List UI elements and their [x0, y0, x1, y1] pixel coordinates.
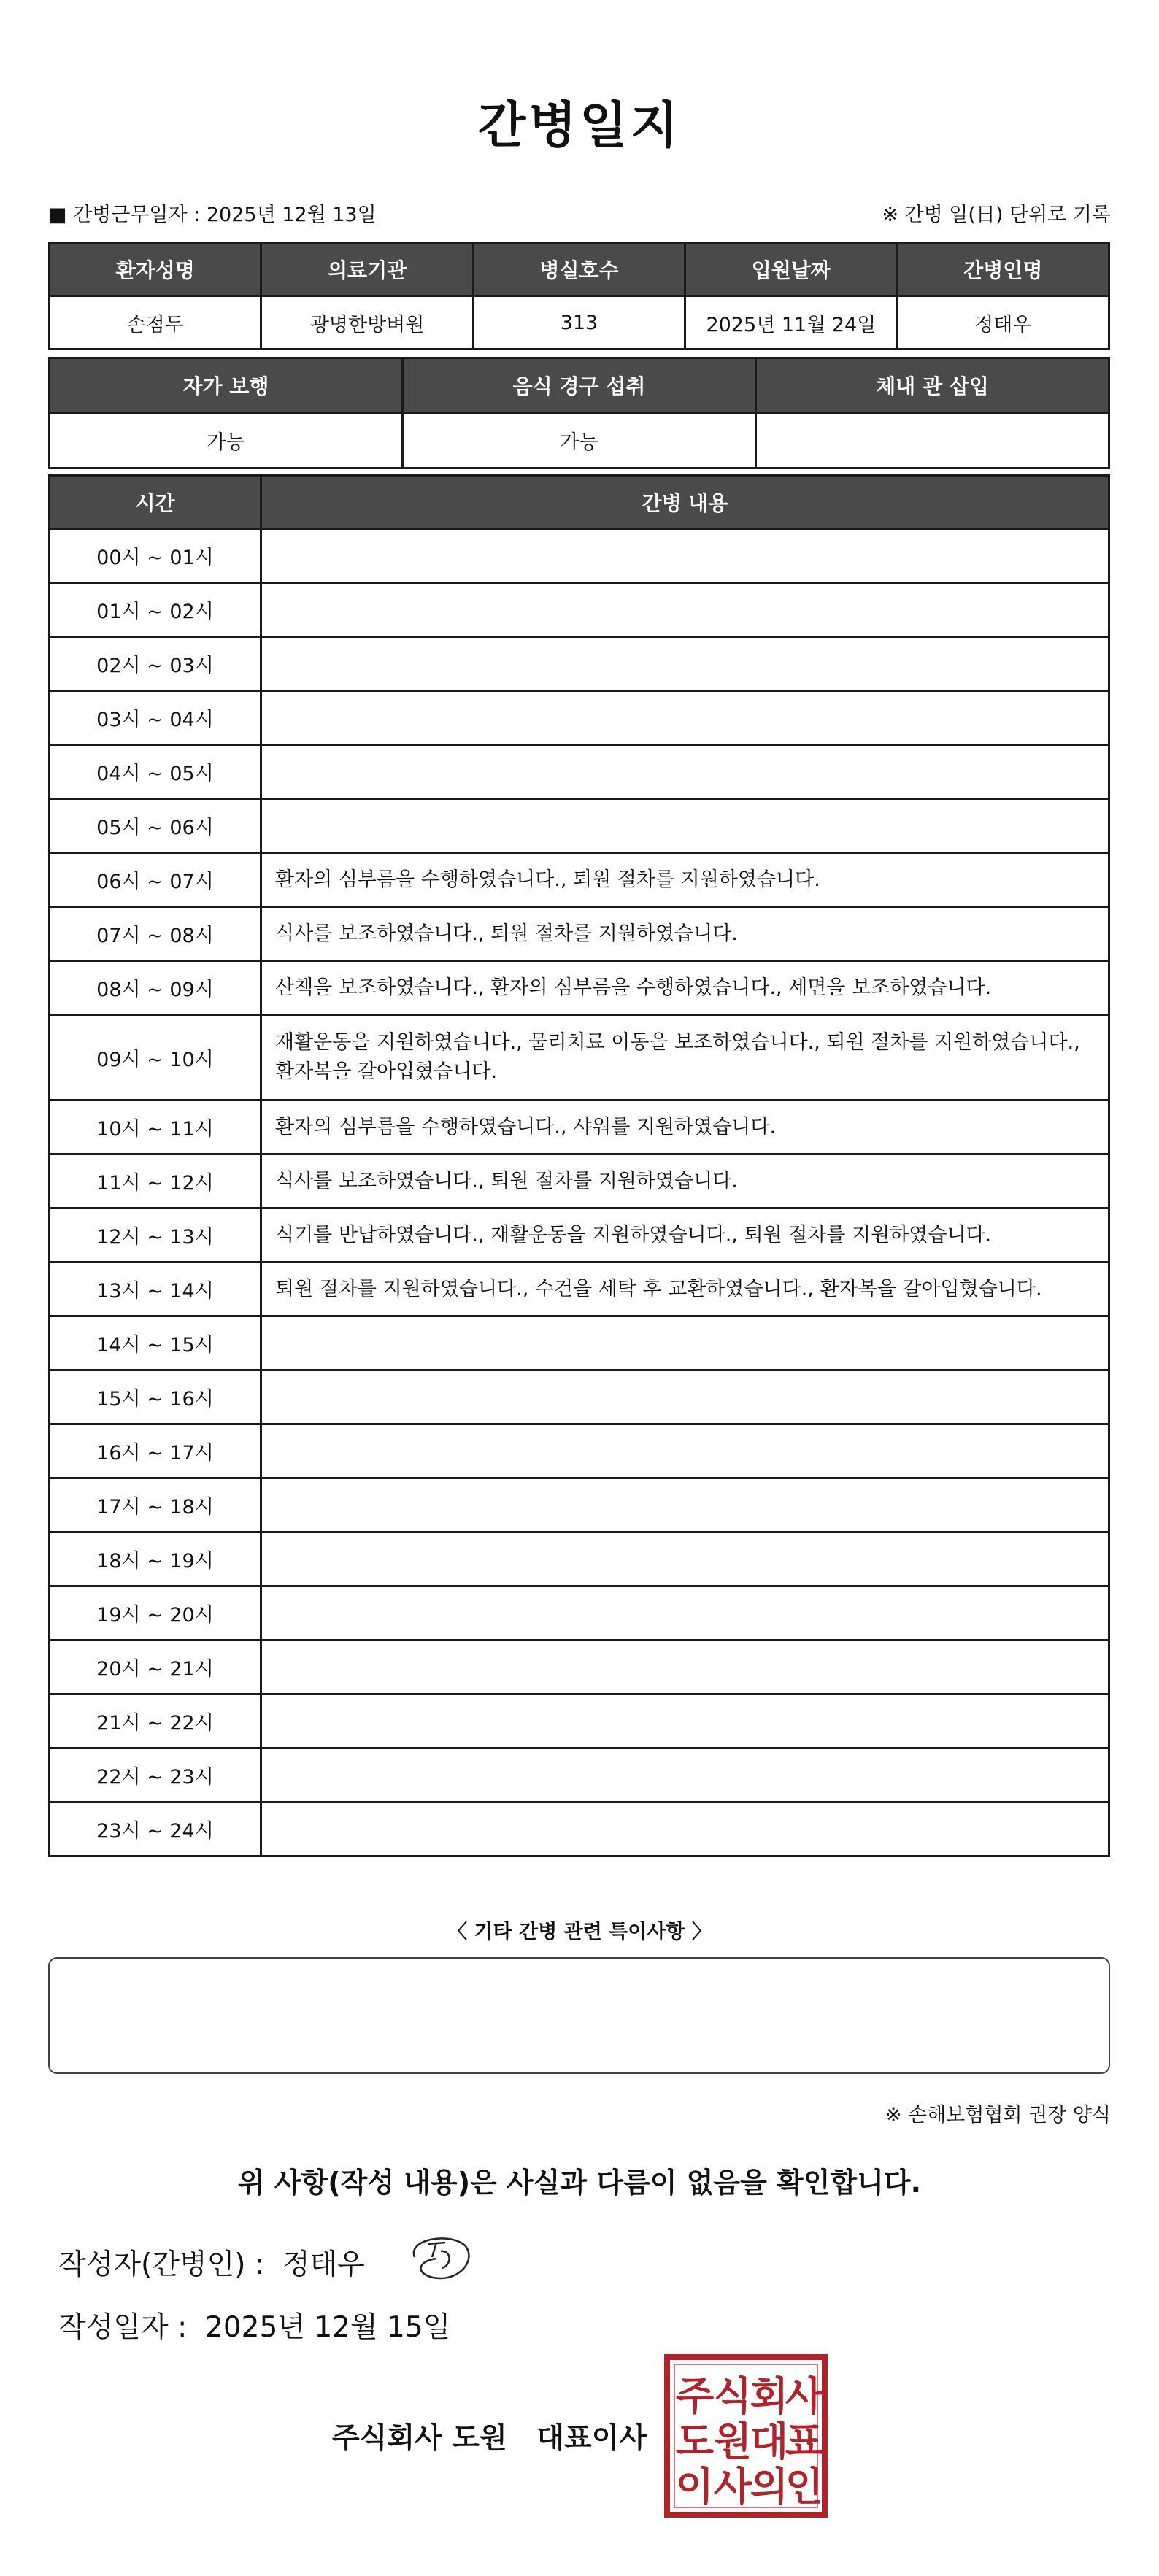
table-row	[50, 1015, 1109, 1100]
svg-text:사: 사	[713, 2464, 752, 2510]
header-room: 병실호수	[473, 243, 685, 296]
row-time: 15시 ~ 16시	[50, 1370, 261, 1424]
notes-title: 〈 기타 간병 관련 특이사항 〉	[447, 1921, 712, 1943]
svg-text:식: 식	[713, 2373, 752, 2419]
table-row	[50, 907, 1109, 961]
row-content: 식사를 보조하였습니다., 퇴원 절차를 지원하였습니다.	[261, 1154, 1109, 1208]
row-time: 18시 ~ 19시	[50, 1532, 261, 1586]
room-number: 313	[473, 296, 685, 350]
notes-box	[48, 1957, 1110, 2074]
table-row	[50, 1262, 1109, 1316]
page-title: 간병일지	[477, 97, 682, 155]
table-row	[50, 1316, 1109, 1370]
work-date	[48, 198, 377, 227]
row-time: 12시 ~ 13시	[50, 1208, 261, 1262]
header-hospital: 의료기관	[261, 243, 473, 296]
handwritten-signature	[400, 2228, 480, 2286]
row-time: 22시 ~ 23시	[50, 1748, 261, 1802]
row-content: 환자의 심부름을 수행하였습니다., 퇴원 절차를 지원하였습니다.	[261, 853, 1109, 907]
svg-text:주: 주	[675, 2373, 715, 2419]
header-patient-name: 환자성명	[50, 243, 261, 296]
table-row	[50, 637, 1109, 691]
svg-text:표: 표	[785, 2418, 824, 2464]
tube-status	[756, 413, 1109, 468]
row-content	[261, 1640, 1109, 1694]
patient-info-table	[48, 242, 1110, 350]
row-time: 20시 ~ 21시	[50, 1640, 261, 1694]
table-row	[50, 1748, 1109, 1802]
oral-intake-status: 가능	[403, 413, 756, 468]
patient-status-table	[48, 357, 1110, 469]
row-content	[261, 583, 1109, 637]
row-time: 03시 ~ 04시	[50, 691, 261, 745]
row-time: 19시 ~ 20시	[50, 1586, 261, 1640]
hospital-name: 광명한방벼원	[261, 296, 473, 350]
row-content	[261, 1316, 1109, 1370]
work-date-value: 2025년 12월 13일	[206, 204, 377, 226]
work-date-label: ■ 간병근무일자 :	[48, 204, 201, 226]
unit-note: ※ 간병 일(日) 단위로 기록	[882, 204, 1111, 226]
writer-label: 작성자(간병인) :	[58, 2248, 265, 2281]
admission-date: 2025년 11월 24일	[685, 296, 897, 350]
row-content	[261, 1370, 1109, 1424]
table-row	[50, 1478, 1109, 1532]
row-time: 17시 ~ 18시	[50, 1478, 261, 1532]
row-time: 08시 ~ 09시	[50, 961, 261, 1015]
walking-status: 가능	[50, 413, 403, 468]
table-row	[50, 691, 1109, 745]
row-content: 식사를 보조하였습니다., 퇴원 절차를 지원하였습니다.	[261, 907, 1109, 961]
row-content	[261, 529, 1109, 583]
company-seal-stamp	[663, 2353, 829, 2519]
header-care-content: 간병 내용	[261, 476, 1109, 529]
header-admission-date: 입원날짜	[685, 243, 897, 296]
table-row	[50, 745, 1109, 799]
row-time: 21시 ~ 22시	[50, 1694, 261, 1748]
table-row	[50, 1370, 1109, 1424]
header-tube: 체내 관 삽입	[756, 358, 1109, 413]
row-time: 11시 ~ 12시	[50, 1154, 261, 1208]
care-log-table	[48, 474, 1110, 1857]
row-content	[261, 1424, 1109, 1478]
row-content	[261, 691, 1109, 745]
row-content: 재활운동을 지원하였습니다., 물리치료 이동을 보조하였습니다., 퇴원 절차를 지원하였습니다., 환자복을 갈아입혔습니다.	[261, 1015, 1109, 1100]
row-time: 14시 ~ 15시	[50, 1316, 261, 1370]
svg-text:도: 도	[675, 2418, 715, 2464]
row-time: 16시 ~ 17시	[50, 1424, 261, 1478]
row-content: 산책을 보조하였습니다., 환자의 심부름을 수행하였습니다., 세면을 보조하였습니다.	[261, 961, 1109, 1015]
row-content	[261, 1748, 1109, 1802]
row-time: 04시 ~ 05시	[50, 745, 261, 799]
row-time: 06시 ~ 07시	[50, 853, 261, 907]
table-row	[50, 853, 1109, 907]
row-time: 10시 ~ 11시	[50, 1100, 261, 1154]
table-row	[50, 1154, 1109, 1208]
svg-text:원: 원	[713, 2418, 752, 2464]
row-time: 13시 ~ 14시	[50, 1262, 261, 1316]
header-oral-intake: 음식 경구 섭취	[403, 358, 756, 413]
form-note: ※ 손해보험협회 권장 양식	[885, 2104, 1111, 2126]
row-content: 퇴원 절차를 지원하였습니다., 수건을 세탁 후 교환하였습니다., 환자복을 갈아입혔습니다.	[261, 1262, 1109, 1316]
table-row	[50, 529, 1109, 583]
table-row	[50, 799, 1109, 853]
table-row	[50, 961, 1109, 1015]
row-time: 07시 ~ 08시	[50, 907, 261, 961]
row-content	[261, 637, 1109, 691]
written-date-value: 2025년 12월 15일	[205, 2311, 451, 2344]
table-row	[50, 583, 1109, 637]
row-time: 01시 ~ 02시	[50, 583, 261, 637]
row-content	[261, 1478, 1109, 1532]
header-walking: 자가 보행	[50, 358, 403, 413]
row-content	[261, 1532, 1109, 1586]
svg-text:사: 사	[785, 2373, 824, 2419]
company-representative: 주식회사 도원 대표이사	[332, 2422, 647, 2455]
table-row	[50, 1100, 1109, 1154]
table-row	[50, 1208, 1109, 1262]
table-row	[50, 1586, 1109, 1640]
row-time: 23시 ~ 24시	[50, 1802, 261, 1856]
table-row	[50, 1424, 1109, 1478]
written-date-label: 작성일자 :	[58, 2311, 188, 2344]
confirmation-statement: 위 사항(작성 내용)은 사실과 다름이 없음을 확인합니다.	[237, 2167, 922, 2199]
svg-text:인: 인	[785, 2464, 824, 2510]
row-time: 09시 ~ 10시	[50, 1015, 261, 1100]
svg-text:의: 의	[750, 2464, 789, 2510]
svg-text:회: 회	[750, 2373, 789, 2419]
header-caregiver: 간병인명	[897, 243, 1109, 296]
table-row	[50, 1640, 1109, 1694]
writer-name: 정태우	[282, 2248, 365, 2281]
table-row	[50, 1694, 1109, 1748]
header-time: 시간	[50, 476, 261, 529]
row-content: 환자의 심부름을 수행하였습니다., 샤워를 지원하였습니다.	[261, 1100, 1109, 1154]
table-row	[50, 1802, 1109, 1856]
svg-text:대: 대	[750, 2418, 789, 2464]
row-content	[261, 1694, 1109, 1748]
table-row	[50, 1532, 1109, 1586]
row-time: 05시 ~ 06시	[50, 799, 261, 853]
row-time: 00시 ~ 01시	[50, 529, 261, 583]
row-content: 식기를 반납하였습니다., 재활운동을 지원하였습니다., 퇴원 절차를 지원하였습니다.	[261, 1208, 1109, 1262]
row-content	[261, 745, 1109, 799]
row-content	[261, 1586, 1109, 1640]
row-content	[261, 799, 1109, 853]
written-date-line	[58, 2305, 450, 2345]
caregiver-name: 정태우	[897, 296, 1109, 350]
patient-name: 손점두	[50, 296, 261, 350]
writer-line	[58, 2242, 365, 2283]
row-content	[261, 1802, 1109, 1856]
svg-text:이: 이	[675, 2464, 715, 2510]
row-time: 02시 ~ 03시	[50, 637, 261, 691]
